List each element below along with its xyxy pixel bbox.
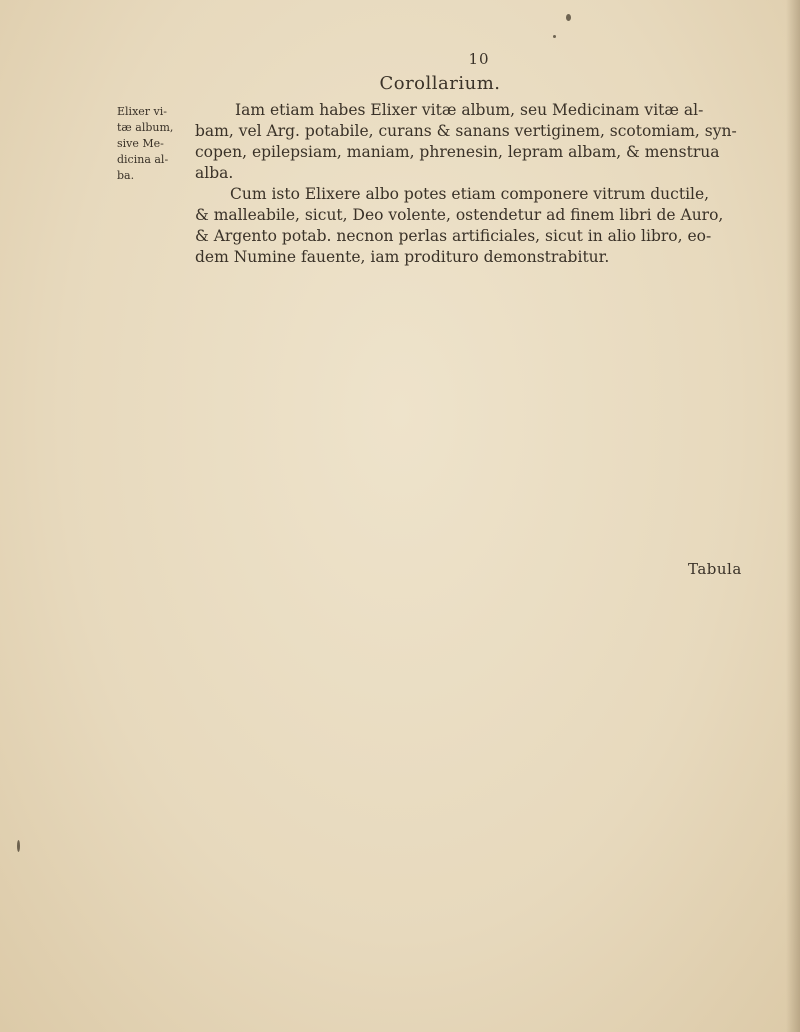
paragraph-2-line: Cum isto Elixere albo potes etiam componere vitrum ductile, [230,185,710,203]
margin-note-line: sive Me- [117,137,164,150]
paragraph-2-line: & malleabile, sicut, Deo volente, ostendetur ad finem libri de Auro, [195,206,724,224]
margin-note-line: tæ album, [117,121,174,134]
paragraph-1-line: copen, epilepsiam, maniam, phrenesin, lepram albam, & menstrua [195,143,720,161]
section-heading: Corollarium. [379,73,501,94]
ink-spot [566,14,571,21]
margin-note-line: ba. [117,169,135,182]
catchword: Tabula [688,560,742,578]
ink-spot [553,35,556,38]
paragraph-1-line: bam, vel Arg. potabile, curans & sanans vertiginem, scotomiam, syn- [195,122,737,140]
paragraph-2-line: & Argento potab. necnon perlas artificiales, sicut in alio libro, eo- [195,227,712,245]
margin-note [117,104,189,184]
paragraph-2-line: dem Numine fauente, iam prodituro demonstrabitur. [195,248,610,266]
page-number: 10 [468,50,490,68]
margin-note-line: dicina al- [117,153,169,166]
paragraph-1-line: Iam etiam habes Elixer vitæ album, seu Medicinam vitæ al- [235,101,704,119]
main-text [195,100,775,268]
margin-note-line: Elixer vi- [117,105,167,118]
paragraph-1-line: alba. [195,164,234,182]
ink-spot [17,840,20,852]
page-edge-shadow [786,0,800,1032]
